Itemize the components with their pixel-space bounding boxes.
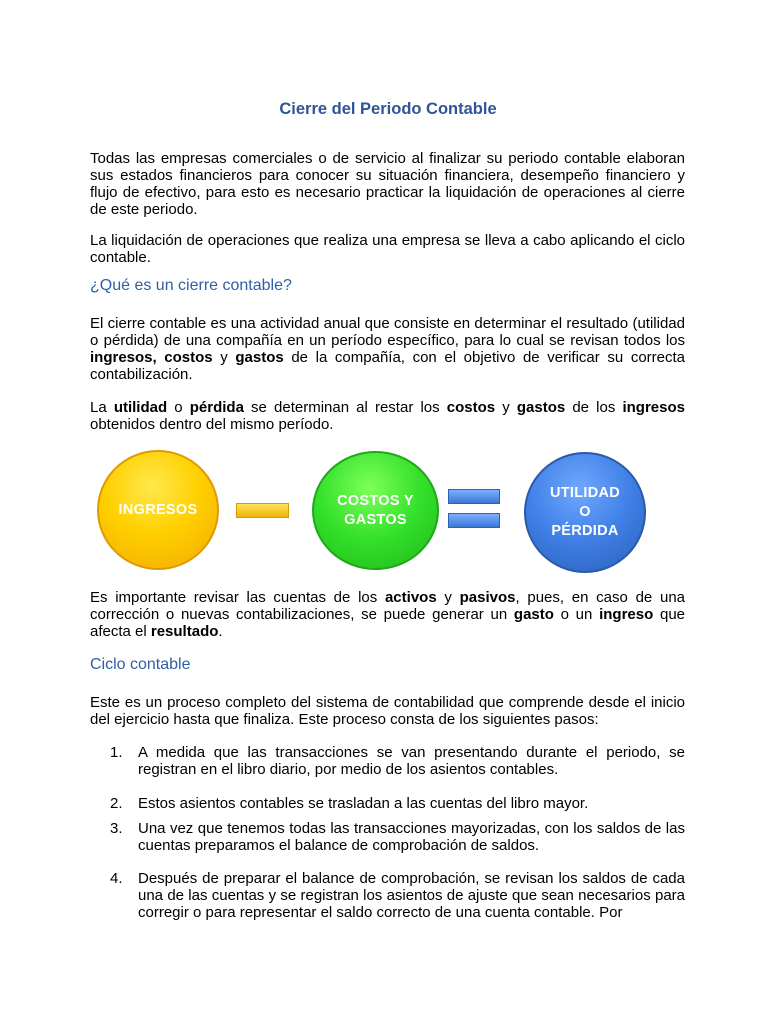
section-heading-cierre: ¿Qué es un cierre contable? [90,277,292,294]
text-segment: obtenidos dentro del mismo período. [90,416,334,433]
step-text: Una vez que tenemos todas las transacciones mayorizadas, con los saldos de las cuentas preparamos el balance de comprobación de saldos. [138,820,685,854]
section-heading-ciclo: Ciclo contable [90,656,191,673]
bold-term-ingresos-costos: ingresos, costos [90,349,213,366]
ingresos-label: INGRESOS [118,501,198,518]
bold-term-utilidad: utilidad [113,399,168,416]
equals-sign-top-bar [448,489,500,504]
step-text: Después de preparar el balance de comprobación, se revisan los saldos de cada una de las cuentas y se registran los asientos de ajuste que sean necesarios para corregir o para representar el saldo correcto de una cuenta contable. Por [138,870,685,921]
step-number: 2. [110,795,123,812]
cierre-paragraph-3 [90,589,685,640]
bold-term-ingreso: ingreso [599,606,654,623]
text-segment: de la compañía, con el objetivo de verificar su correcta contabilización. [90,349,686,383]
bold-term-activos: activos [384,589,437,606]
text-segment: , pues, en caso de una corrección o nuevas contabilizaciones, se puede generar un [90,589,686,623]
text-segment: y [436,589,460,606]
text-segment: y [495,399,517,416]
bold-term-pasivos: pasivos [459,589,516,606]
bold-term-gastos: gastos [516,399,566,416]
costos-label-line1: COSTOS Y [337,492,414,509]
costos-gastos-label [337,492,414,530]
utilidad-label-line2: O [579,504,591,520]
step-number: 1. [110,744,123,761]
text-segment: Es importante revisar las cuentas de los [90,589,385,606]
intro-paragraph-2: La liquidación de operaciones que realiza una empresa se lleva a cabo aplicando el ciclo contable. [90,232,685,266]
text-segment: . [218,623,223,640]
text-segment: y [212,349,236,366]
utilidad-label-line1: UTILIDAD [549,485,621,501]
step-number: 3. [110,820,123,837]
costos-gastos-circle [312,451,439,570]
text-segment: de los [565,399,623,416]
intro-paragraph-1: Todas las empresas comerciales o de servicio al finalizar su periodo contable elaboran sus estados financieros para conocer su situación financiera, desempeño financiero y flujo de efectivo, para esto es necesario practicar la liquidación de operaciones al cierre de este periodo. [90,150,685,218]
costos-label-line2: GASTOS [344,511,407,528]
page-title: Cierre del Periodo Contable [279,100,497,118]
step-text: Estos asientos contables se trasladan a las cuentas del libro mayor. [138,795,589,812]
minus-sign [236,503,289,518]
bold-term-ingresos: ingresos [622,399,685,416]
cierre-paragraph-1 [90,315,685,383]
bold-term-gasto: gasto [513,606,554,623]
utilidad-perdida-circle [524,452,646,573]
text-segment: La [90,399,114,416]
bold-term-gastos: gastos [235,349,284,366]
ciclo-intro-paragraph: Este es un proceso completo del sistema de contabilidad que comprende desde el inicio del ejercicio hasta que finaliza. Este proceso consta de los siguientes pasos: [90,694,685,728]
step-number: 4. [110,870,123,887]
utilidad-label-line3: PÉRDIDA [551,523,619,539]
equals-sign-bottom-bar [448,513,500,528]
text-segment: El cierre contable es una actividad anual que consiste en determinar el resultado (utilidad o pérdida) de una compañía en un período específico, para lo cual se revisan todos los [90,315,685,349]
text-segment: o [167,399,190,416]
cierre-paragraph-2 [90,399,685,433]
bold-term-perdida: pérdida [189,399,244,416]
utilidad-perdida-label [550,484,620,541]
step-text: A medida que las transacciones se van presentando durante el periodo, se registran en el libro diario, por medio de los asientos contables. [138,744,685,778]
text-segment: se determinan al restar los [243,399,447,416]
text-segment: o un [553,606,600,623]
ingresos-circle [97,450,219,570]
bold-term-resultado: resultado [150,623,219,640]
bold-term-costos: costos [446,399,496,416]
text-segment: que afecta el [90,606,685,640]
